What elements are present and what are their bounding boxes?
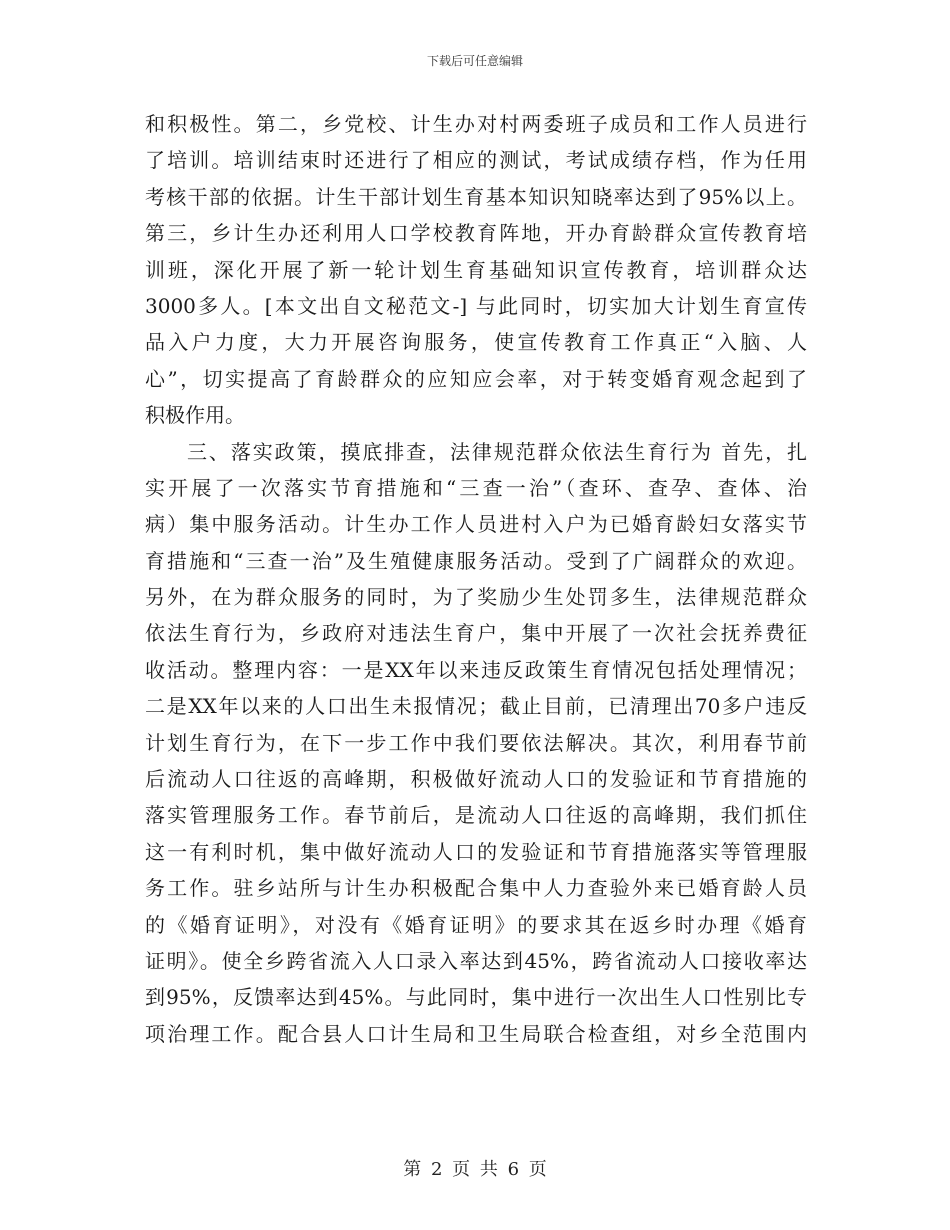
body-line: 务工作。驻乡站所与计生办积极配合集中人力查验外来已婚育龄人员 — [145, 876, 807, 901]
body-line: 另外，在为群众服务的同时，为了奖励少生处罚多生，法律规范群众 — [145, 585, 807, 610]
body-line: 落实管理服务工作。春节前后，是流动人口往返的高峰期，我们抓住 — [145, 803, 807, 828]
body-line: 后流动人口往返的高峰期，积极做好流动人口的发验证和节育措施的 — [145, 767, 807, 792]
body-line: 和积极性。第二，乡党校、计生办对村两委班子成员和工作人员进行 — [145, 112, 807, 136]
body-line: 考核干部的依据。计生干部计划生育基本知识知晓率达到了95%以上。 — [145, 184, 807, 209]
body-line: 病）集中服务活动。计生办工作人员进村入户为已婚育龄妇女落实节 — [145, 512, 807, 537]
body-line: 二是XX年以来的人口出生未报情况；截止目前，已清理出70多户违反 — [145, 694, 807, 719]
paragraph-start-line: 三、落实政策，摸底排查，法律规范群众依法生育行为 首先，扎 — [187, 439, 807, 464]
body-line: 心”，切实提高了育龄群众的应知应会率，对于转变婚育观念起到了 — [145, 366, 807, 391]
page-number-footer: 第 2 页 共 6 页 — [403, 1159, 547, 1180]
body-line: 育措施和“三查一治”及生殖健康服务活动。受到了广阔群众的欢迎。 — [145, 548, 807, 573]
body-line: 计划生育行为，在下一步工作中我们要依法解决。其次，利用春节前 — [145, 730, 807, 755]
body-line: 的《婚育证明》，对没有《婚育证明》的要求其在返乡时办理《婚育 — [145, 912, 807, 937]
page-header: 下载后可任意编辑 — [426, 54, 523, 68]
body-line: 收活动。整理内容：一是XX年以来违反政策生育情况包括处理情况； — [145, 657, 807, 682]
body-line: 了培训。培训结束时还进行了相应的测试，考试成绩存档，作为任用 — [145, 148, 807, 173]
body-line: 这一有利时机，集中做好流动人口的发验证和节育措施落实等管理服 — [145, 839, 807, 864]
body-line: 品入户力度，大力开展咨询服务，使宣传教育工作真正“入脑、人 — [145, 330, 807, 355]
body-line: 积极作用。 — [145, 403, 245, 428]
body-line: 第三，乡计生办还利用人口学校教育阵地，开办育龄群众宣传教育培 — [145, 221, 807, 246]
body-line: 依法生育行为，乡政府对违法生育户，集中开展了一次社会抚养费征 — [145, 621, 807, 646]
body-line: 到95%，反馈率达到45%。与此同时，集中进行一次出生人口性别比专 — [145, 985, 807, 1010]
body-line: 实开展了一次落实节育措施和“三查一治”（查环、查孕、查体、治 — [145, 475, 807, 500]
body-line: 3000多人。[本文出自文秘范文-] 与此同时，切实加大计划生育宣传 — [145, 293, 807, 318]
body-line: 项治理工作。配合县人口计生局和卫生局联合检查组，对乡全范围内 — [145, 1021, 807, 1046]
body-line: 证明》。使全乡跨省流入人口录入率达到45%，跨省流动人口接收率达 — [145, 948, 807, 973]
body-line: 训班，深化开展了新一轮计划生育基础知识宣传教育，培训群众达 — [145, 257, 807, 282]
document-body — [145, 106, 807, 1052]
